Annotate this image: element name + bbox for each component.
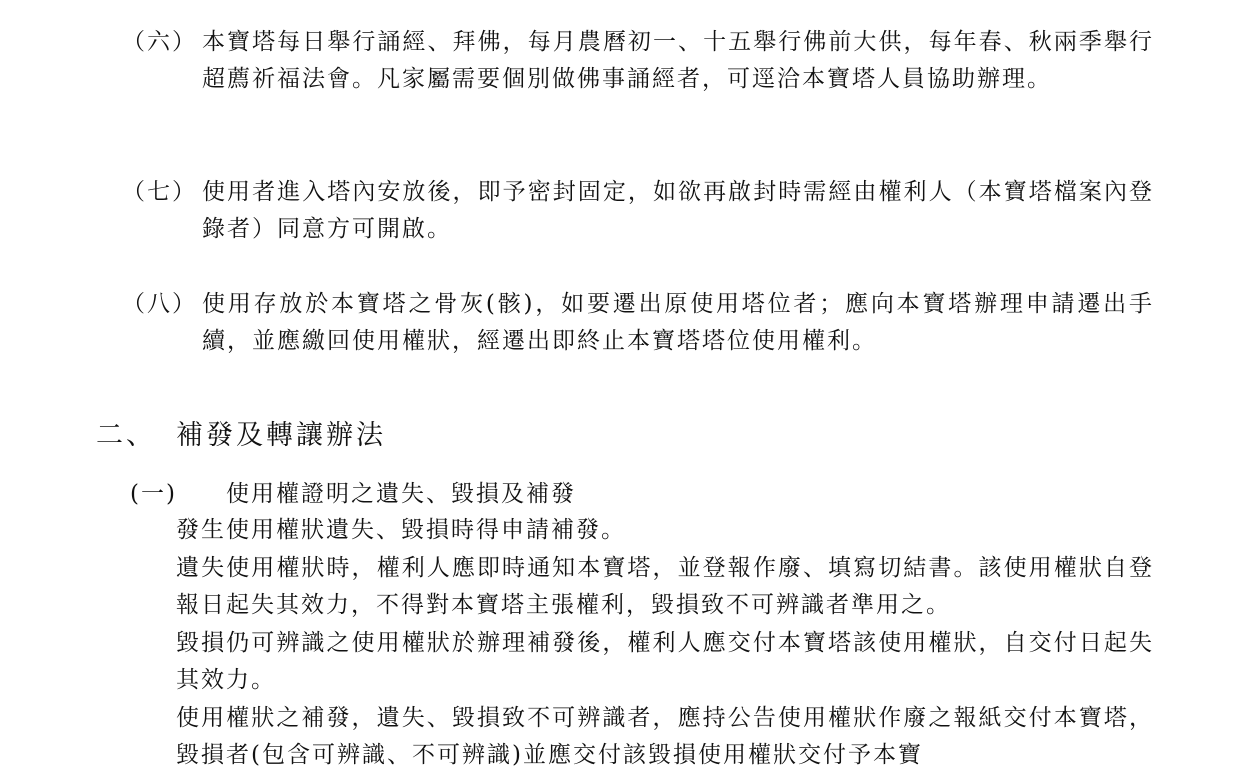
- subsection-number: (一): [130, 481, 177, 507]
- subsection-title: 使用權證明之遺失、毀損及補發: [226, 481, 576, 507]
- clause-item-7: [122, 174, 1162, 248]
- clause-label: （八）: [122, 291, 197, 317]
- section-number: 二、: [96, 420, 156, 451]
- clause-text: 使用者進入塔內安放後，即予密封固定，如欲再啟封時需經由權利人（本寶塔檔案內登錄者）同意方可開啟。: [202, 179, 1154, 242]
- paragraph: 遺失使用權狀時，權利人應即時通知本寶塔，並登報作廢、填寫切結書。該使用權狀自登報日起失其效力，不得對本寶塔主張權利，毀損致不可辨識者準用之。: [176, 554, 1154, 618]
- clause-label: （七）: [122, 179, 197, 205]
- paragraph: 毀損仍可辨識之使用權狀於辦理補發後，權利人應交付本寶塔該使用權狀，自交付日起失其效力。: [176, 629, 1154, 693]
- paragraph: 發生使用權狀遺失、毀損時得申請補發。: [176, 517, 626, 543]
- subsection-body: [176, 512, 1154, 775]
- clause-text: 使用存放於本寶塔之骨灰(骸)，如要遷出原使用塔位者；應向本寶塔辦理申請遷出手續，並應繳回使用權狀，經遷出即終止本寶塔塔位使用權利。: [202, 291, 1154, 354]
- clause-item-6: [122, 24, 1162, 98]
- section-title: 補發及轉讓辦法: [176, 420, 386, 451]
- subsection-heading: [130, 476, 576, 512]
- section-heading: [96, 418, 386, 454]
- clause-text: 本寶塔每日舉行誦經、拜佛，每月農曆初一、十五舉行佛前大供，每年春、秋兩季舉行超薦祈福法會。凡家屬需要個別做佛事誦經者，可逕洽本寶塔人員協助辦理。: [202, 29, 1154, 92]
- clause-item-8: [122, 286, 1162, 360]
- clause-label: （六）: [122, 29, 197, 55]
- paragraph: 使用權狀之補發，遺失、毀損致不可辨識者，應持公告使用權狀作廢之報紙交付本寶塔，毀損者(包含可辨識、不可辨識)並應交付該毀損使用權狀交付予本寶: [176, 704, 1154, 768]
